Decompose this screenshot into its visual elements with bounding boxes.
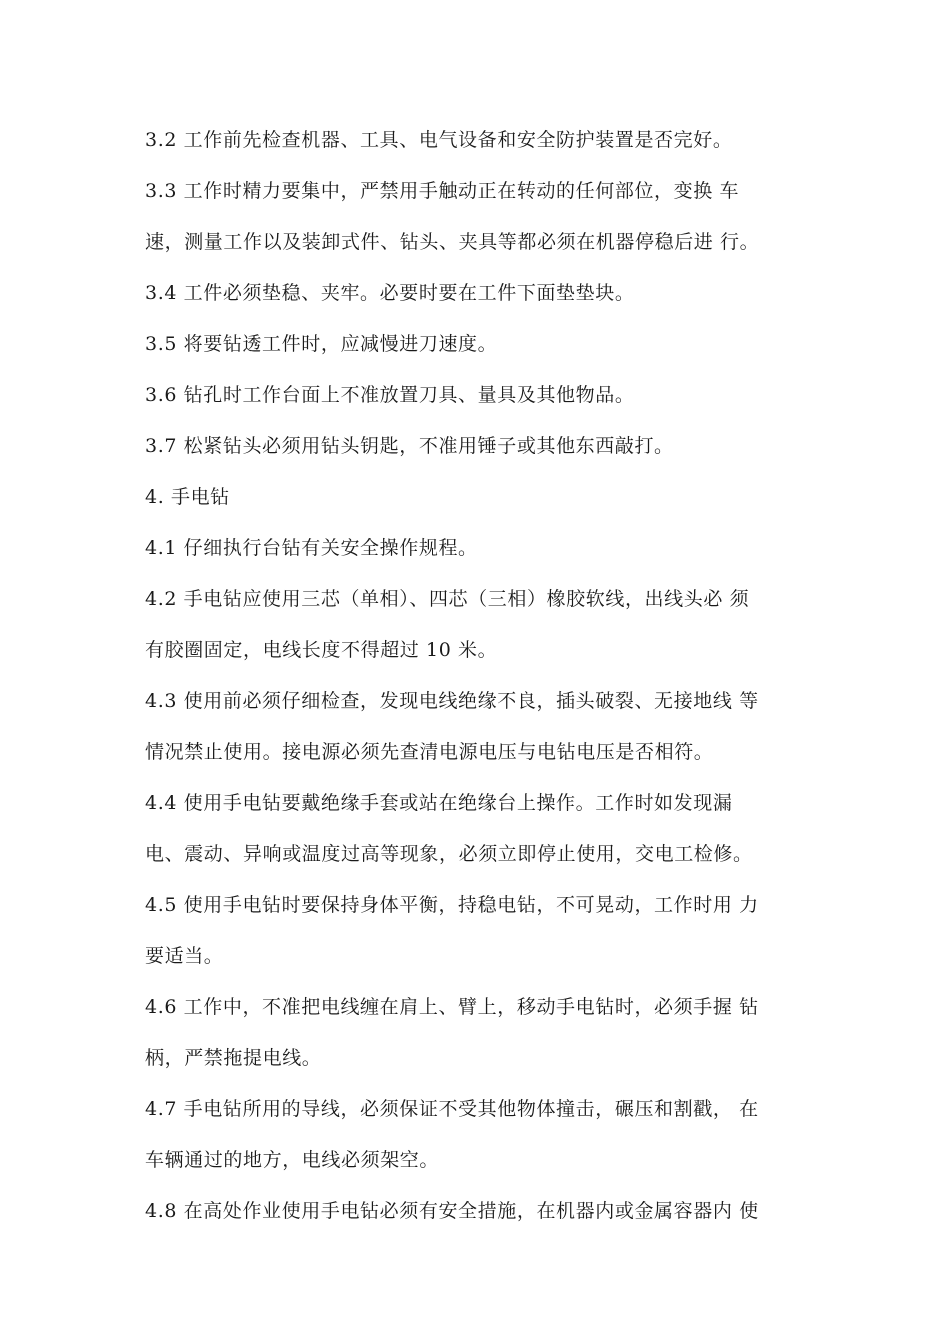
text-line: 4.2 手电钻应使用三芯（单相）、四芯（三相）橡胶软线，出线头必 须 [145,588,750,610]
text-line: 速，测量工作以及装卸式件、钻头、夹具等都必须在机器停稳后进 行。 [145,231,760,253]
text-line: 电、震动、异响或温度过高等现象，必须立即停止使用，交电工检修。 [145,843,753,865]
text-line: 3.6 钻孔时工作台面上不准放置刀具、量具及其他物品。 [145,384,635,406]
text-line: 3.2 工作前先检查机器、工具、电气设备和安全防护装置是否完好。 [145,129,733,151]
text-line: 车辆通过的地方，电线必须架空。 [145,1149,440,1171]
text-line: 4.5 使用手电钻时要保持身体平衡，持稳电钻，不可晃动，工作时用 力 [145,894,759,916]
text-line: 3.7 松紧钻头必须用钻头钥匙，不准用锤子或其他东西敲打。 [145,435,674,457]
text-line: 3.4 工件必须垫稳、夹牢。必要时要在工件下面垫垫块。 [145,282,635,304]
text-line: 有胶圈固定，电线长度不得超过 10 米。 [145,639,498,661]
text-line: 情况禁止使用。接电源必须先查清电源电压与电钻电压是否相符。 [145,741,714,763]
text-line: 4.6 工作中，不准把电线缠在肩上、臂上，移动手电钻时，必须手握 钻 [145,996,759,1018]
text-line: 要适当。 [145,945,224,967]
text-line: 4.7 手电钻所用的导线，必须保证不受其他物体撞击，碾压和割戳， 在 [145,1098,759,1120]
text-line: 4.1 仔细执行台钻有关安全操作规程。 [145,537,478,559]
text-line: 柄，严禁拖提电线。 [145,1047,322,1069]
text-line: 3.5 将要钻透工件时，应减慢进刀速度。 [145,333,498,355]
document-body [145,124,825,1246]
text-line: 4.3 使用前必须仔细检查，发现电线绝缘不良，插头破裂、无接地线 等 [145,690,759,712]
text-line: 4.4 使用手电钻要戴绝缘手套或站在绝缘台上操作。工作时如发现漏 [145,792,733,814]
text-line: 3.3 工作时精力要集中，严禁用手触动正在转动的任何部位，变换 车 [145,180,740,202]
section-heading: 4. 手电钻 [145,486,230,508]
text-line: 4.8 在高处作业使用手电钻必须有安全措施，在机器内或金属容器内 使 [145,1200,759,1222]
